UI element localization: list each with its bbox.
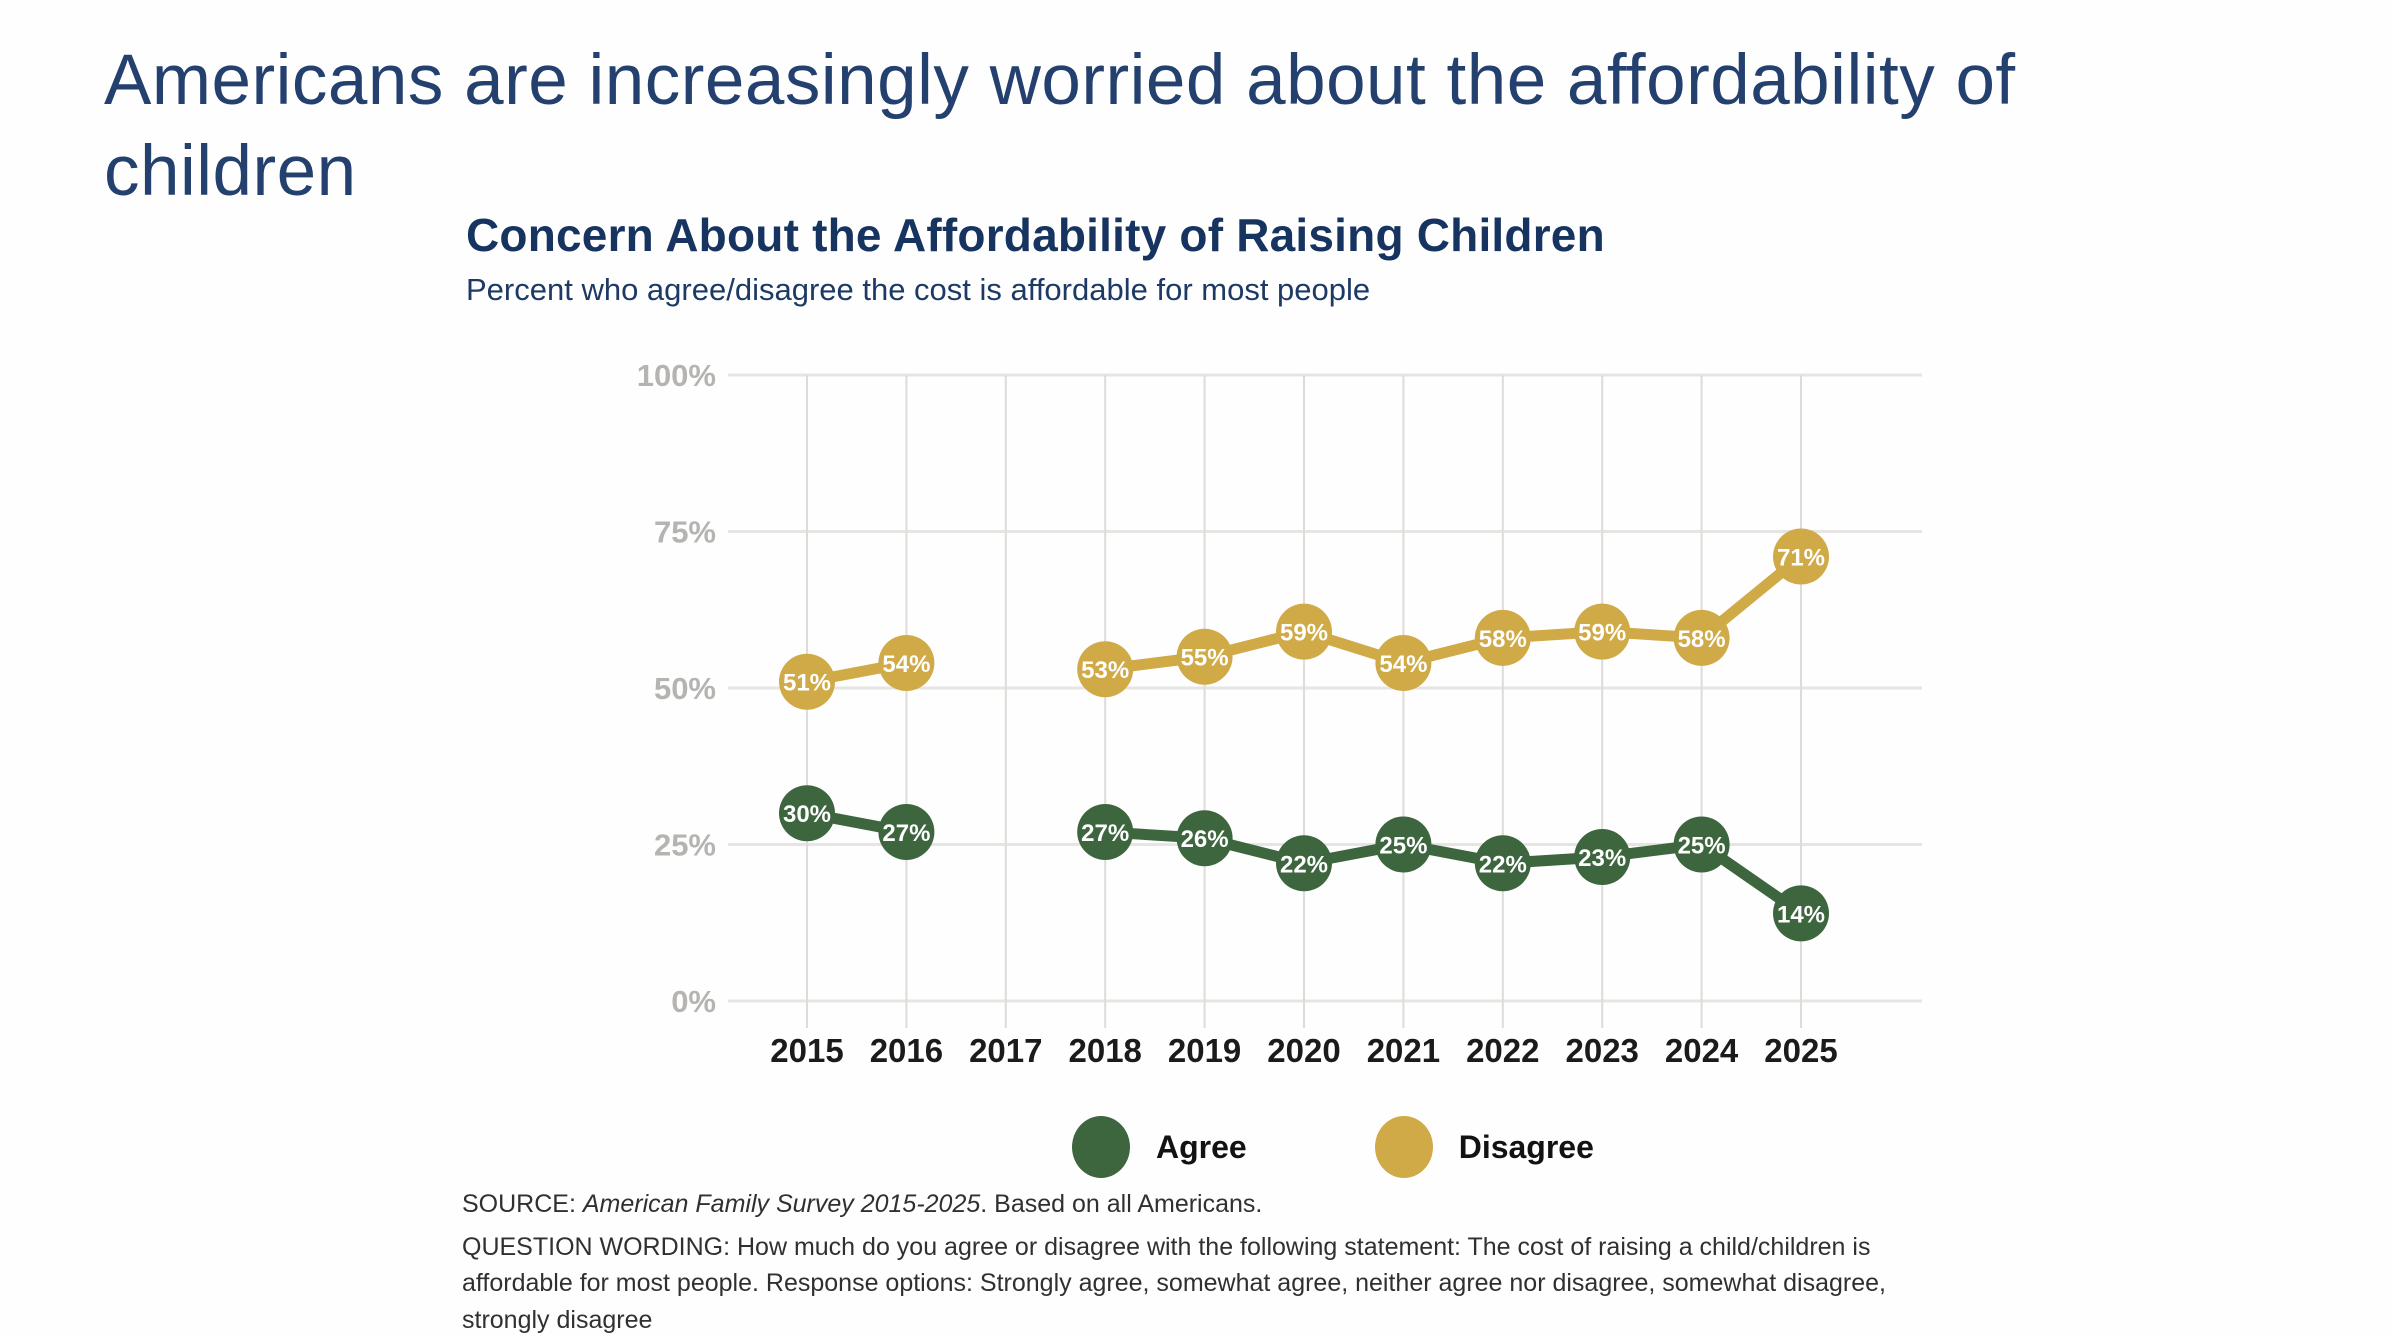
- data-point-label: 30%: [782, 801, 832, 829]
- data-point-label: 51%: [782, 669, 832, 697]
- data-point-label: 59%: [1578, 619, 1627, 647]
- y-axis-tick-label: 0%: [671, 984, 716, 1019]
- disagree-swatch-icon: [1375, 1116, 1433, 1178]
- affordability-line-chart: [600, 350, 1960, 1080]
- legend-item-agree: [1072, 1116, 1247, 1178]
- data-point-label: 22%: [1279, 851, 1329, 879]
- x-axis-tick-label: 2025: [1764, 1032, 1838, 1069]
- data-point-label: 55%: [1180, 644, 1229, 672]
- data-point-label: 26%: [1180, 826, 1229, 854]
- x-axis-tick-label: 2019: [1167, 1032, 1242, 1069]
- legend-label-agree: Agree: [1156, 1128, 1247, 1165]
- data-point-label: 22%: [1478, 851, 1527, 879]
- chart-legend: [1072, 1116, 1594, 1178]
- y-axis-tick-label: 25%: [653, 827, 716, 863]
- data-point-label: 54%: [882, 650, 931, 678]
- x-axis-tick-label: 2024: [1664, 1032, 1739, 1069]
- slide-title-line2: children: [104, 131, 357, 211]
- x-axis-tick-label: 2018: [1068, 1032, 1142, 1069]
- data-point-label: 54%: [1379, 650, 1428, 678]
- x-axis-tick-label: 2021: [1366, 1032, 1441, 1069]
- x-axis-tick-label: 2017: [969, 1032, 1043, 1069]
- y-axis-tick-label: 75%: [653, 514, 716, 550]
- data-point-label: 27%: [882, 819, 931, 847]
- data-point-label: 23%: [1578, 845, 1627, 873]
- source-suffix: . Based on all Americans.: [980, 1190, 1263, 1218]
- data-point-label: 25%: [1379, 832, 1428, 860]
- data-point-label: 58%: [1677, 625, 1726, 653]
- slide-title-line1: Americans are increasingly worried about the affordability of: [104, 41, 2016, 120]
- x-axis-tick-label: 2022: [1466, 1032, 1540, 1069]
- data-point-label: 58%: [1478, 625, 1527, 653]
- x-axis-tick-label: 2015: [770, 1032, 844, 1069]
- chart-title: Concern About the Affordability of Raising Children: [466, 209, 1605, 261]
- slide-title: [104, 36, 2284, 218]
- source-line: [462, 1186, 1940, 1223]
- agree-swatch-icon: [1072, 1116, 1130, 1178]
- source-prefix: SOURCE:: [462, 1190, 583, 1218]
- data-point-label: 71%: [1776, 544, 1826, 572]
- data-point-label: 14%: [1776, 901, 1826, 929]
- y-axis-tick-label: 50%: [653, 671, 716, 706]
- x-axis-tick-label: 2016: [869, 1032, 944, 1069]
- legend-label-disagree: Disagree: [1458, 1128, 1594, 1165]
- data-point-label: 59%: [1279, 619, 1329, 647]
- source-citation: American Family Survey 2015-2025: [582, 1190, 981, 1218]
- chart-footnote: [462, 1186, 1940, 1344]
- legend-item-disagree: [1375, 1116, 1594, 1178]
- chart-subtitle: Percent who agree/disagree the cost is affordable for most people: [466, 272, 1371, 307]
- data-point-label: 27%: [1081, 819, 1130, 847]
- data-point-label: 25%: [1677, 832, 1726, 860]
- x-axis-tick-label: 2023: [1565, 1032, 1639, 1069]
- y-axis-tick-label: 100%: [636, 358, 716, 393]
- x-axis-tick-label: 2020: [1267, 1032, 1341, 1069]
- question-wording-line: QUESTION WORDING: How much do you agree or disagree with the following statement: The cost of raising a child/children is affordable for most people. Response options: Strongly agree, somewhat agree, neither agree nor disagree, somewhat disagree, strongly disagree: [462, 1232, 1886, 1334]
- data-point-label: 53%: [1081, 657, 1130, 685]
